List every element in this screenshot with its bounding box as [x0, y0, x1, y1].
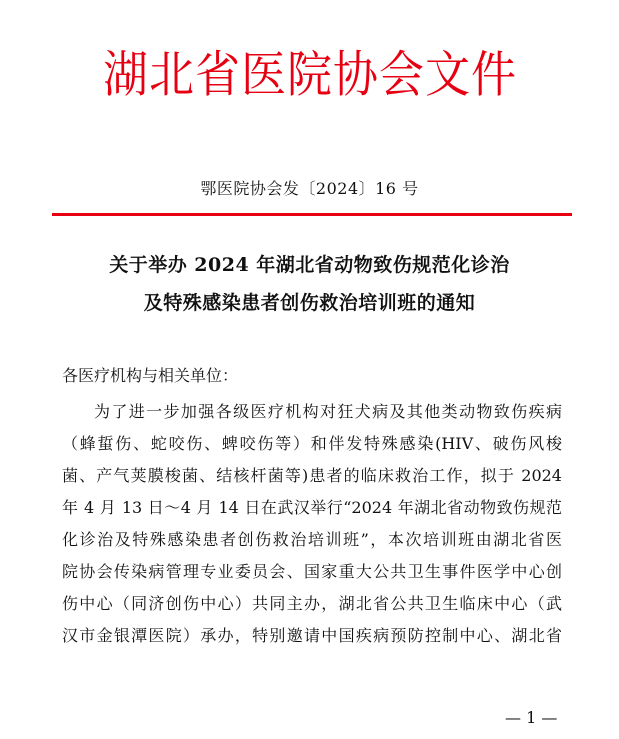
red-separator-line: [52, 213, 572, 216]
document-number: 鄂医院协会发〔2024〕16 号: [200, 179, 419, 198]
paragraph-line: 为了进一步加强各级医疗机构对狂犬病及其他类动物致伤疾病: [94, 402, 562, 421]
salutation: 各医疗机构与相关单位：: [62, 366, 239, 385]
paragraph-line: 伤中心（同济创伤中心）共同主办，湖北省公共卫生临床中心（武: [62, 594, 562, 613]
issuing-org-title: 湖北省医院协会文件: [102, 45, 517, 104]
notice-title: [0, 246, 619, 322]
paragraph-line: 汉市金银潭医院）承办，特别邀请中国疾病预防控制中心、湖北省: [62, 626, 562, 645]
paragraph-line: 化诊治及特殊感染患者创伤救治培训班”，本次培训班由湖北省医: [62, 530, 562, 549]
paragraph-line: 年 4 月 13 日～4 月 14 日在武汉举行“2024 年湖北省动物致伤规范: [62, 498, 562, 517]
notice-title-line-1: 关于举办 2024 年湖北省动物致伤规范化诊治: [109, 254, 510, 276]
paragraph-line: （蜂蜇伤、蛇咬伤、蜱咬伤等）和伴发特殊感染(HIV、破伤风梭: [62, 434, 562, 453]
notice-title-line-2: 及特殊感染患者创伤救治培训班的通知: [143, 292, 476, 314]
body-paragraph: [62, 401, 562, 657]
paragraph-line: 院协会传染病管理专业委员会、国家重大公共卫生事件医学中心创: [62, 562, 562, 581]
page-number: — 1 —: [505, 708, 558, 727]
paragraph-line: 菌、产气荚膜梭菌、结核杆菌等)患者的临床救治工作，拟于 2024: [62, 466, 562, 485]
